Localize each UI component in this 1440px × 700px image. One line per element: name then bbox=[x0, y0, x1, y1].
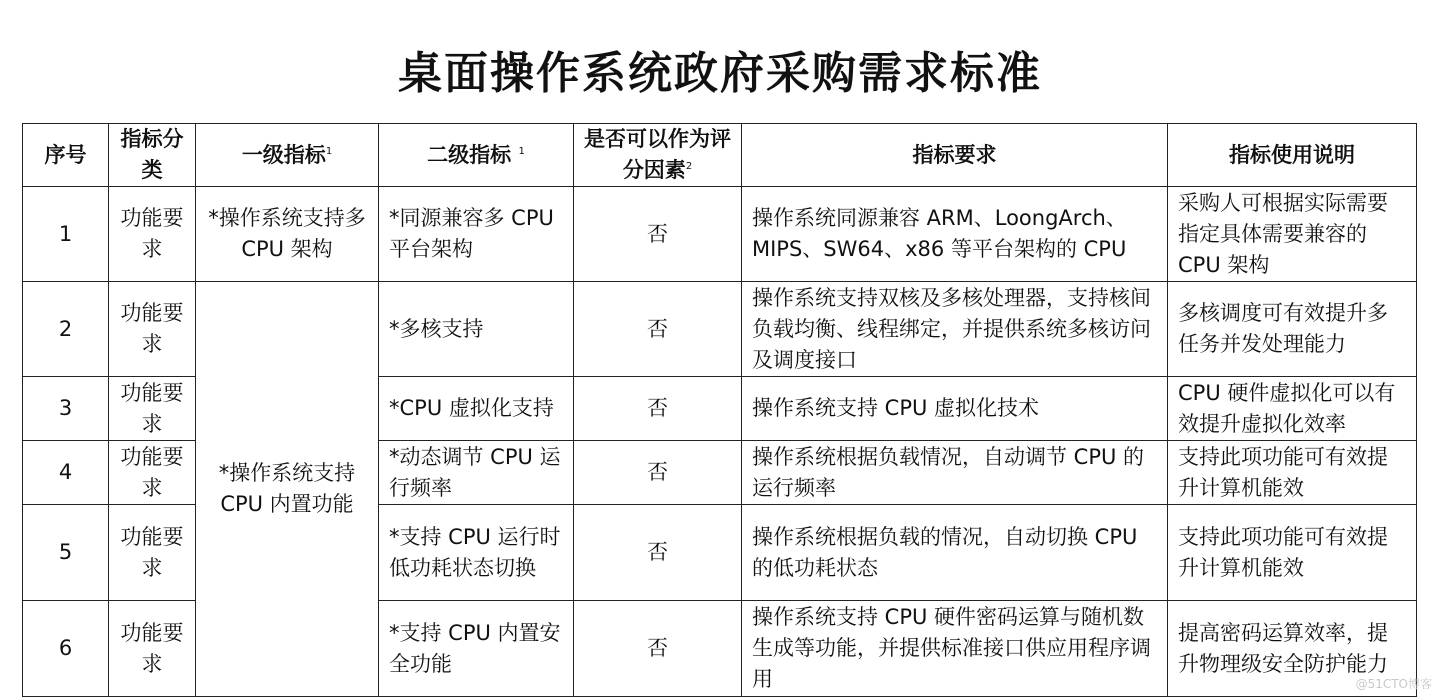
header-usage: 指标使用说明 bbox=[1168, 124, 1417, 187]
cell-usage: CPU 硬件虚拟化可以有效提升虚拟化效率 bbox=[1168, 377, 1417, 441]
cell-usage: 支持此项功能可有效提升计算机能效 bbox=[1168, 441, 1417, 505]
cell-category: 功能要求 bbox=[109, 601, 196, 697]
cell-usage: 提高密码运算效率，提升物理级安全防护能力 bbox=[1168, 601, 1417, 697]
cell-usage: 多核调度可有效提升多任务并发处理能力 bbox=[1168, 282, 1417, 377]
cell-seq: 1 bbox=[23, 187, 109, 282]
cell-level2: *支持 CPU 运行时低功耗状态切换 bbox=[379, 505, 574, 601]
cell-scoring: 否 bbox=[574, 282, 742, 377]
header-scoring: 是否可以作为评分因素$^2$ bbox=[574, 124, 742, 187]
cell-seq: 2 bbox=[23, 282, 109, 377]
cell-category: 功能要求 bbox=[109, 505, 196, 601]
cell-seq: 6 bbox=[23, 601, 109, 697]
cell-seq: 3 bbox=[23, 377, 109, 441]
cell-category: 功能要求 bbox=[109, 282, 196, 377]
cell-scoring: 否 bbox=[574, 505, 742, 601]
cell-scoring: 否 bbox=[574, 601, 742, 697]
cell-category: 功能要求 bbox=[109, 377, 196, 441]
cell-requirement: 操作系统支持双核及多核处理器，支持核间负载均衡、线程绑定，并提供系统多核访问及调度接口 bbox=[742, 282, 1168, 377]
cell-level2: *同源兼容多 CPU 平台架构 bbox=[379, 187, 574, 282]
cell-level2: *CPU 虚拟化支持 bbox=[379, 377, 574, 441]
cell-category: 功能要求 bbox=[109, 441, 196, 505]
watermark: @51CTO博客 bbox=[1355, 677, 1432, 691]
requirements-table bbox=[22, 123, 1417, 697]
cell-level2: *支持 CPU 内置安全功能 bbox=[379, 601, 574, 697]
header-seq: 序号 bbox=[23, 124, 109, 187]
cell-category: 功能要求 bbox=[109, 187, 196, 282]
cell-level1: *操作系统支持多 CPU 架构 bbox=[196, 187, 379, 282]
cell-requirement: 操作系统支持 CPU 虚拟化技术 bbox=[742, 377, 1168, 441]
cell-level1: *操作系统支持 CPU 内置功能 bbox=[196, 282, 379, 697]
header-category: 指标分类 bbox=[109, 124, 196, 187]
header-level2: 二级指标 $^1$ bbox=[379, 124, 574, 187]
cell-scoring: 否 bbox=[574, 377, 742, 441]
cell-requirement: 操作系统根据负载情况，自动调节 CPU 的运行频率 bbox=[742, 441, 1168, 505]
cell-requirement: 操作系统支持 CPU 硬件密码运算与随机数生成等功能，并提供标准接口供应用程序调用 bbox=[742, 601, 1168, 697]
cell-level2: *多核支持 bbox=[379, 282, 574, 377]
cell-usage: 采购人可根据实际需要指定具体需要兼容的 CPU 架构 bbox=[1168, 187, 1417, 282]
cell-level2: *动态调节 CPU 运行频率 bbox=[379, 441, 574, 505]
cell-scoring: 否 bbox=[574, 441, 742, 505]
header-level1: 一级指标$^1$ bbox=[196, 124, 379, 187]
document-title: 桌面操作系统政府采购需求标准 bbox=[398, 48, 1042, 99]
cell-seq: 4 bbox=[23, 441, 109, 505]
cell-requirement: 操作系统根据负载的情况，自动切换 CPU 的低功耗状态 bbox=[742, 505, 1168, 601]
table-row bbox=[23, 282, 1417, 377]
cell-requirement: 操作系统同源兼容 ARM、LoongArch、MIPS、SW64、x86 等平台架构的 CPU bbox=[742, 187, 1168, 282]
table-row bbox=[23, 187, 1417, 282]
table-header-row bbox=[23, 124, 1417, 187]
header-requirement: 指标要求 bbox=[742, 124, 1168, 187]
cell-seq: 5 bbox=[23, 505, 109, 601]
cell-scoring: 否 bbox=[574, 187, 742, 282]
cell-usage: 支持此项功能可有效提升计算机能效 bbox=[1168, 505, 1417, 601]
